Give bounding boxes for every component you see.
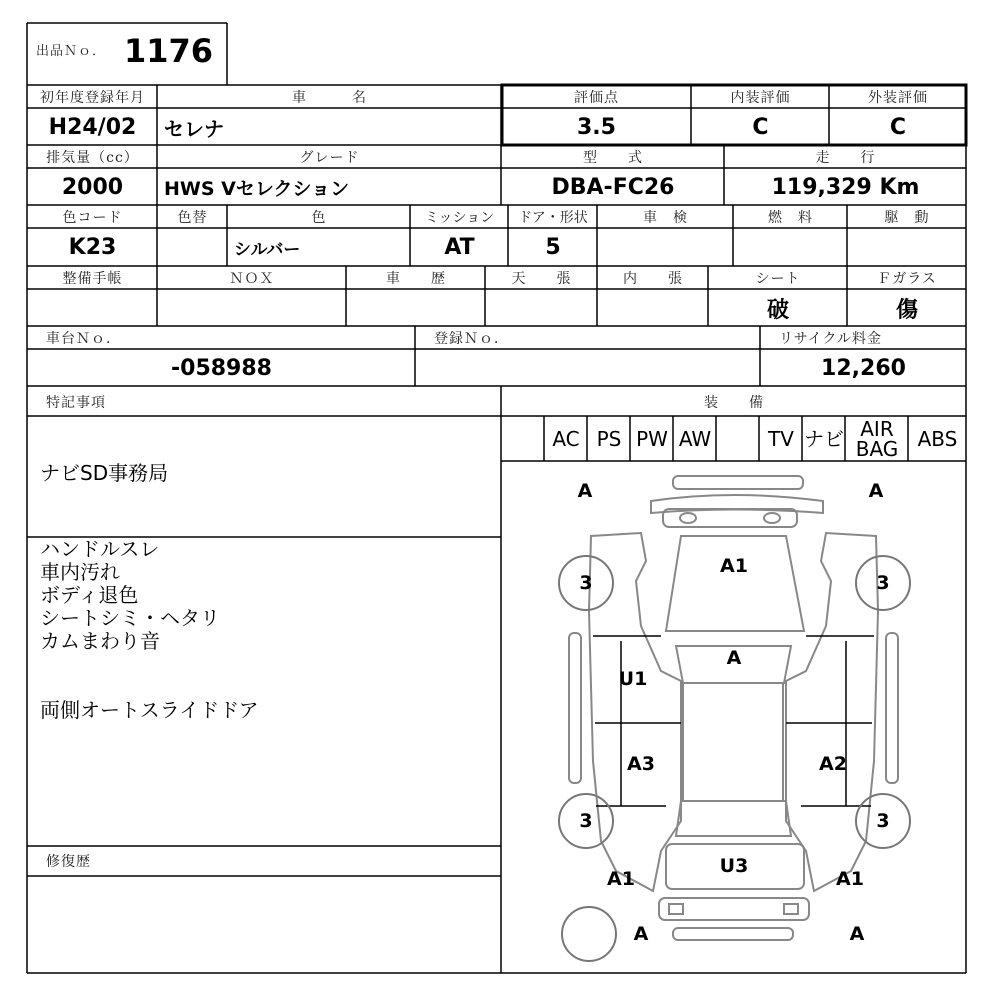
damage-rear-right-quarter: A1 [836, 868, 864, 890]
special-notes-label: 特記事項 [46, 395, 106, 411]
nox-label: ＮＯＸ [229, 271, 275, 287]
fuel-label: 燃 料 [768, 210, 813, 226]
grade-label: グレード [299, 150, 360, 166]
recycle-label: リサイクル料金 [779, 331, 883, 347]
grade-value: HWS Vセレクション [164, 177, 350, 200]
roof-label: 天 張 [511, 271, 572, 287]
first-reg-value: H24/02 [48, 114, 137, 140]
damage-front-left-corner: A [577, 480, 593, 502]
model-value: DBA-FC26 [551, 174, 675, 200]
damage-hood: A1 [720, 555, 748, 577]
maintenance-label: 整備手帳 [62, 271, 123, 287]
repair-history-text [40, 880, 490, 968]
repair-history-label: 修復歴 [46, 854, 91, 870]
color-value: シルバー [234, 240, 301, 260]
equip-item-airbag: AIR BAG [855, 417, 899, 461]
color-label: 色 [311, 210, 327, 226]
interior-trim-value [598, 290, 708, 326]
color-code-label: 色コード [62, 210, 123, 226]
mission-value: AT [444, 235, 475, 260]
model-label: 型 式 [583, 150, 643, 166]
car-name-label: 車 名 [292, 90, 367, 106]
damage-right-rear-tire: 3 [876, 810, 890, 832]
fglass-label: Ｆガラス [877, 271, 937, 287]
lot-number: 1176 [124, 32, 214, 70]
repaint-label: 色替 [177, 210, 208, 226]
equip-item-blank-1 [502, 417, 544, 461]
equipment-label: 装 備 [704, 395, 764, 411]
registration-value [416, 350, 760, 386]
chassis-label: 車台Ｎｏ． [46, 331, 121, 347]
interior-value: C [752, 114, 769, 140]
exterior-value: C [889, 114, 907, 140]
equip-item-ps: PS [596, 427, 622, 451]
damage-front-right-corner: A [868, 480, 884, 502]
damage-windshield: A [726, 647, 742, 669]
condition-notes-text: ハンドルスレ 車内汚れ ボディ退色 シートシミ・ヘタリ カムまわり音 両側オートスライドドア [40, 537, 259, 722]
damage-right-front-tire: 3 [876, 572, 890, 594]
damage-left-rear-door: A3 [627, 753, 655, 775]
lot-label: 出品Ｎｏ． [36, 43, 107, 59]
damage-rear-right-corner: A [849, 923, 865, 945]
fglass-value: 傷 [895, 297, 918, 323]
door-label: ドア・形状 [518, 210, 588, 226]
nox-value [158, 290, 346, 326]
seat-value: 破 [766, 297, 789, 323]
recycle-value: 12,260 [821, 355, 906, 381]
car-name-value: セレナ [164, 116, 224, 141]
color-code-value: K23 [68, 235, 117, 260]
equip-item-aw: AW [678, 427, 712, 451]
exterior-label: 外装評価 [868, 90, 928, 106]
equip-item-navi: ナビ [804, 427, 844, 451]
damage-rear-left-quarter: A1 [607, 868, 635, 890]
damage-left-rear-tire: 3 [579, 810, 593, 832]
history-label: 車 歴 [386, 271, 446, 287]
door-value: 5 [545, 235, 561, 260]
special-notes-text: ナビSD事務局 [40, 461, 169, 485]
inspection-label: 車 検 [643, 210, 688, 226]
car-diagram [501, 461, 966, 973]
equip-item-pw: PW [636, 427, 668, 451]
damage-rear-left-corner: A [633, 923, 649, 945]
damage-left-front-tire: 3 [579, 572, 593, 594]
damage-tailgate: U3 [719, 855, 749, 877]
score-label: 評価点 [574, 90, 619, 106]
score-value: 3.5 [577, 114, 616, 140]
equip-item-abs: ABS [917, 427, 958, 451]
first-reg-label: 初年度登録年月 [40, 90, 145, 106]
drive-value [848, 229, 966, 266]
mission-label: ミッション [424, 210, 495, 226]
mileage-label: 走 行 [815, 150, 876, 166]
equip-item-tv: TV [768, 427, 794, 451]
inspection-value [598, 229, 733, 266]
mileage-value: 119,329 Km [771, 174, 920, 200]
seat-label: シート [755, 271, 801, 287]
registration-label: 登録Ｎｏ． [434, 331, 509, 347]
drive-label: 駆 動 [884, 210, 930, 226]
damage-right-rear-door: A2 [819, 753, 847, 775]
interior-trim-label: 内 張 [623, 271, 683, 287]
equip-item-ac: AC [552, 427, 580, 451]
damage-left-front-door: U1 [618, 668, 648, 690]
history-value [347, 290, 485, 326]
chassis-value: -058988 [171, 355, 272, 381]
repaint-value [158, 229, 227, 266]
equip-item-blank-2 [717, 417, 759, 461]
displacement-label: 排気量（cc） [46, 150, 139, 166]
maintenance-value [28, 290, 157, 326]
interior-label: 内装評価 [730, 90, 791, 106]
displacement-value: 2000 [61, 174, 124, 200]
roof-value [486, 290, 597, 326]
fuel-value [734, 229, 847, 266]
